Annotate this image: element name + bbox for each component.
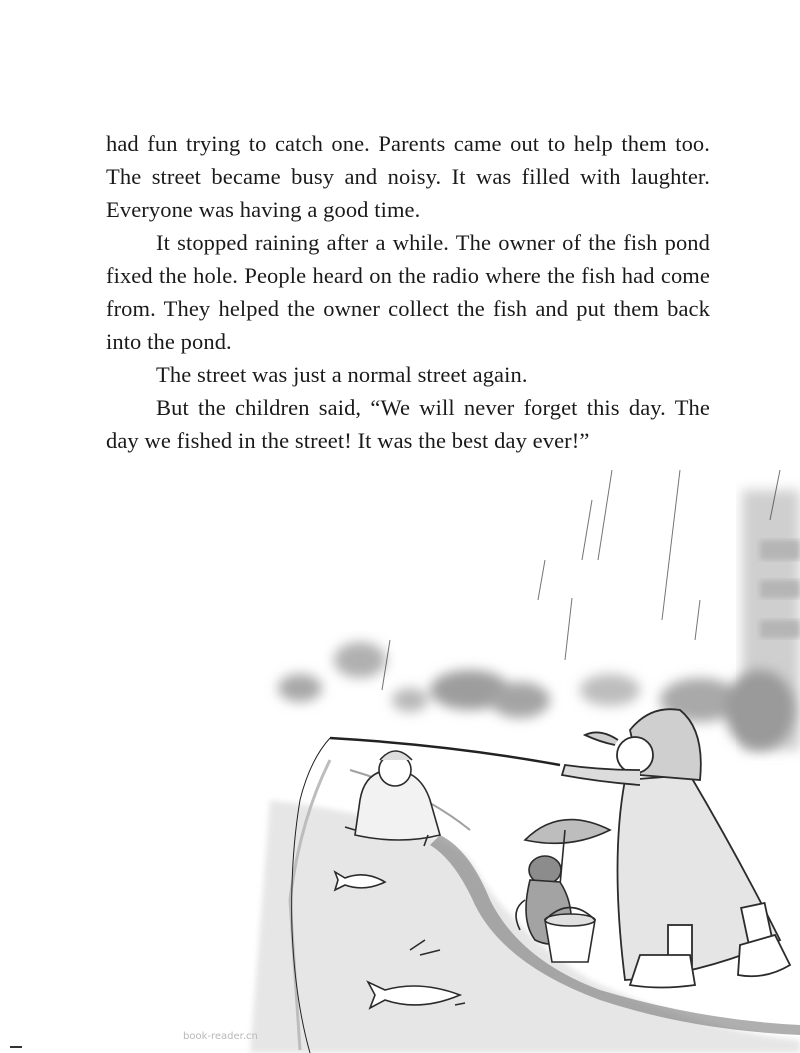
paragraph-4: But the children said, “We will never forget this day. The day we fished in the street! It was the best day ever!”: [106, 395, 710, 453]
bucket: [545, 908, 595, 963]
girl-with-rod: [562, 709, 790, 987]
watermark: book-reader.cn: [183, 1031, 258, 1042]
paragraph-3: The street was just a normal street again.: [156, 362, 528, 387]
story-text: [106, 127, 710, 457]
child-reaching: [345, 751, 440, 846]
paragraph-2: It stopped raining after a while. The owner of the fish pond fixed the hole. People heard on the radio where the fish had come from. They helped the owner collect the fish and put them back into the pond.: [106, 230, 710, 354]
rain-streaks: [382, 470, 780, 690]
background-trees: [278, 642, 795, 750]
corner-mark: [10, 1046, 22, 1048]
fishing-in-street-illustration: [0, 470, 800, 1053]
paragraph-1: had fun trying to catch one. Parents came out to help them too. The street became busy and noisy. It was filled with laughter. Everyone was having a good time.: [106, 131, 710, 222]
